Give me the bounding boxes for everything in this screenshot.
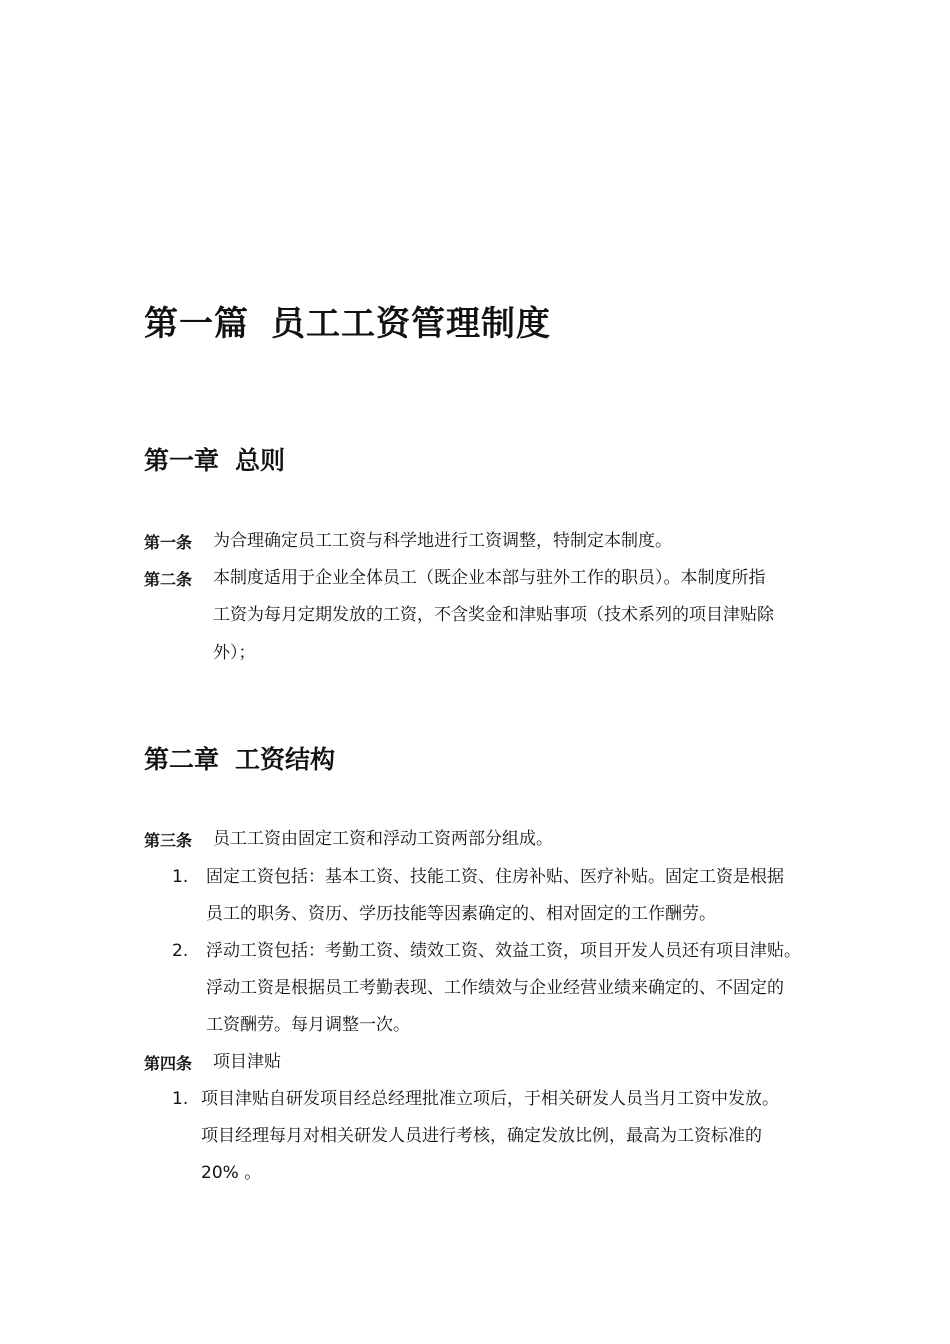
article-3-label: 第三条 [144, 831, 193, 850]
article-2-line-2: 工资为每月定期发放的工资，不含奖金和津贴事项（技术系列的项目津贴除 [213, 605, 774, 625]
article-4-item-1-line-2: 项目经理每月对相关研发人员进行考核，确定发放比例，最高为工资标准的 [201, 1126, 762, 1146]
article-3-item-1-line-1: 固定工资包括：基本工资、技能工资、住房补贴、医疗补贴。固定工资是根据 [206, 867, 784, 887]
part-title [144, 296, 551, 345]
chapter-1-prefix: 第一章 [144, 446, 220, 475]
article-3-text: 员工工资由固定工资和浮动工资两部分组成。 [213, 829, 553, 849]
article-3-item-2-number: 2. [172, 941, 189, 961]
article-3-item-1-line-2: 员工的职务、资历、学历技能等因素确定的、相对固定的工作酬劳。 [206, 904, 716, 924]
article-3-item-2-line-3: 工资酬劳。每月调整一次。 [206, 1015, 410, 1035]
chapter-1-title [144, 441, 285, 477]
article-4-item-1-line-1: 项目津贴自研发项目经总经理批准立项后，于相关研发人员当月工资中发放。 [201, 1089, 779, 1109]
article-1-text: 为合理确定员工工资与科学地进行工资调整，特制定本制度。 [213, 531, 672, 551]
article-4-label: 第四条 [144, 1054, 193, 1073]
article-3-item-2-line-2: 浮动工资是根据员工考勤表现、工作绩效与企业经营业绩来确定的、不固定的 [206, 978, 784, 998]
article-4-text: 项目津贴 [213, 1052, 281, 1072]
chapter-2-name: 工资结构 [235, 745, 336, 774]
article-4-item-1-line-3: 20% 。 [201, 1163, 262, 1183]
part-title-prefix: 第一篇 [144, 304, 249, 344]
article-2-line-3: 外）； [213, 643, 256, 663]
article-1-label: 第一条 [144, 533, 193, 552]
chapter-1-name: 总则 [235, 446, 286, 475]
article-4-item-1-number: 1. [172, 1089, 189, 1109]
article-3-item-2-line-1: 浮动工资包括：考勤工资、绩效工资、效益工资，项目开发人员还有项目津贴。 [206, 941, 801, 961]
part-title-name: 员工工资管理制度 [271, 304, 551, 344]
chapter-2-prefix: 第二章 [144, 745, 220, 774]
article-2-line-1: 本制度适用于企业全体员工（既企业本部与驻外工作的职员）。本制度所指 [213, 568, 766, 588]
article-3-item-1-number: 1. [172, 867, 189, 887]
article-2-label: 第二条 [144, 570, 193, 589]
chapter-2-title [144, 740, 335, 776]
